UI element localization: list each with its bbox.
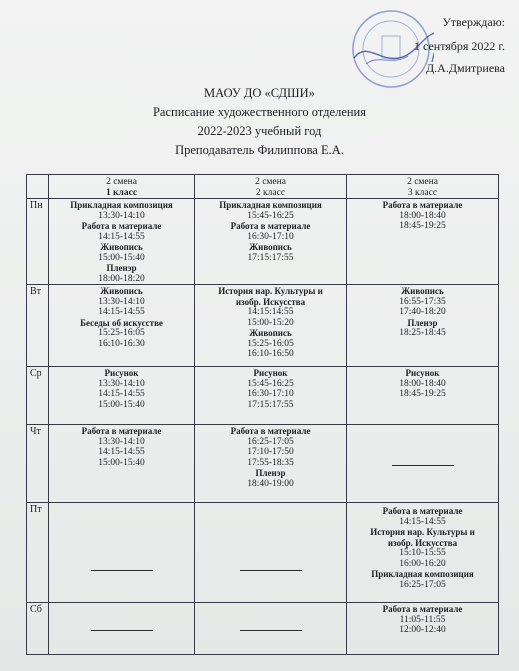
table-row — [27, 285, 499, 367]
empty-dash — [240, 569, 302, 571]
table-row — [27, 367, 499, 425]
empty-dash — [240, 629, 302, 631]
day-label: Пт — [27, 503, 49, 603]
approval-date: 1 сентября 2022 г. — [413, 39, 505, 53]
table-header-row — [27, 175, 499, 199]
table-row — [27, 425, 499, 503]
table-row — [27, 603, 499, 655]
approval-signatory: Д.А.Дмитриева — [425, 61, 505, 75]
approval-label: Утверждаю: — [442, 15, 505, 29]
day-label: Сб — [27, 603, 49, 655]
schedule-cell: История нар. Культуры и изобр. Искусства 14:15:14:55 15:00-15:20 Живопись 15:25-16:05 16:10-16:50 — [195, 285, 347, 367]
schedule-cell-empty — [347, 425, 499, 503]
day-label: Чт — [27, 425, 49, 503]
organization-name: МАОУ ДО «СДШИ» — [204, 86, 315, 100]
schedule-cell: Работа в материале 16:25-17:05 17:10-17:50 17:55-18:35 Пленэр 18:40-19:00 — [195, 425, 347, 503]
schedule-table — [26, 174, 499, 655]
schedule-cell-empty — [195, 603, 347, 655]
schedule-cell: Живопись 16:55-17:35 17:40-18:20 Пленэр 18:25-18:45 — [347, 285, 499, 367]
schedule-cell: Прикладная композиция 13:30-14:10 Работа в материале 14:15-14:55 Живопись 15:00-15:40 Пленэр 18:00-18:20 — [49, 199, 195, 285]
approval-block — [335, 14, 505, 76]
schedule-cell-empty — [49, 503, 195, 603]
empty-dash — [91, 569, 153, 571]
empty-dash — [392, 464, 454, 466]
schedule-title: Расписание художественного отделения — [152, 105, 366, 119]
table-row — [27, 503, 499, 603]
schedule-cell: Работа в материале 13:30-14:10 14:15-14:55 15:00-15:40 — [49, 425, 195, 503]
day-label: Пн — [27, 199, 49, 285]
schedule-cell: Рисунок 18:00-18:40 18:45-19:25 — [347, 367, 499, 425]
schedule-cell: Рисунок 15:45-16:25 16:30-17:10 17:15:17:55 — [195, 367, 347, 425]
column-header: 2 смена 2 класс — [195, 175, 347, 199]
school-year: 2022-2023 учебный год — [197, 124, 322, 138]
schedule-cell: Работа в материале 14:15-14:55 История нар. Культуры и изобр. Искусства 15:10-15:55 16:00-16:20 Прикладная композиция 16:25-17:05 — [347, 503, 499, 603]
schedule-cell-empty — [195, 503, 347, 603]
header-corner-cell — [27, 175, 49, 199]
teacher-name: Преподаватель Филиппова Е.А. — [175, 143, 344, 157]
day-label: Ср — [27, 367, 49, 425]
column-header: 2 смена 3 класс — [347, 175, 499, 199]
empty-dash — [91, 629, 153, 631]
column-header: 2 смена 1 класс — [49, 175, 195, 199]
schedule-cell: Рисунок 13:30-14:10 14:15-14:55 15:00-15:40 — [49, 367, 195, 425]
schedule-cell: Прикладная композиция 15:45-16:25 Работа в материале 16:30-17:10 Живопись 17:15:17:55 — [195, 199, 347, 285]
schedule-cell-empty — [49, 603, 195, 655]
schedule-cell: Работа в материале 11:05-11:55 12:00-12:40 — [347, 603, 499, 655]
schedule-cell: Работа в материале 18:00-18:40 18:45-19:25 — [347, 199, 499, 285]
schedule-cell: Живопись 13:30-14:10 14:15-14:55 Беседы об искусстве 15:25-16:05 16:10-16:30 — [49, 285, 195, 367]
table-row — [27, 199, 499, 285]
document-header — [0, 84, 519, 160]
day-label: Вт — [27, 285, 49, 367]
